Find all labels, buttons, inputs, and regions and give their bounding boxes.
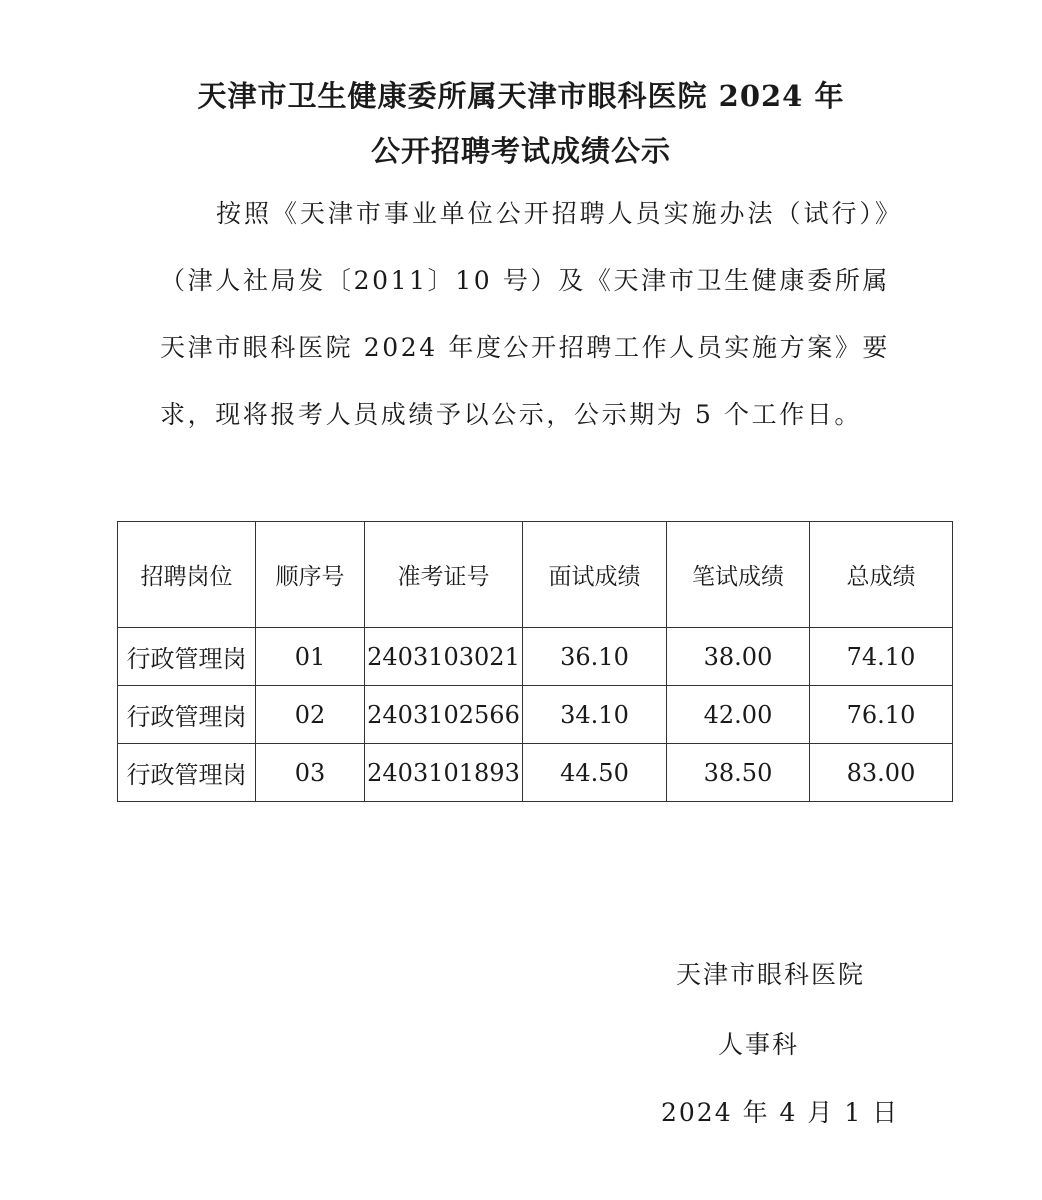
- cell-position: 行政管理岗: [118, 744, 256, 802]
- header-position: 招聘岗位: [118, 522, 256, 628]
- cell-written-score: 38.50: [667, 744, 810, 802]
- cell-interview-score: 36.10: [523, 628, 667, 686]
- cell-total-score: 74.10: [810, 628, 953, 686]
- document-title-line2: 公开招聘考试成绩公示: [370, 134, 671, 168]
- cell-interview-score: 34.10: [523, 686, 667, 744]
- signature-organization: 天津市眼科医院: [676, 960, 866, 989]
- cell-exam-ticket-number: 2403103021: [365, 628, 523, 686]
- cell-exam-ticket-number: 2403101893: [365, 744, 523, 802]
- cell-sequence-number: 01: [256, 628, 365, 686]
- table-row: [118, 744, 953, 802]
- table-row: [118, 686, 953, 744]
- signature-department: 人事科: [718, 1030, 800, 1059]
- cell-written-score: 38.00: [667, 628, 810, 686]
- scores-table: [117, 521, 953, 802]
- announcement-paragraph: 按照《天津市事业单位公开招聘人员实施办法（试行）》（津人社局发〔2011〕10 号）及《天津市卫生健康委所属天津市眼科医院 2024 年度公开招聘工作人员实施方案》要求，现将报考人员成绩予以公示，公示期为 5 个工作日。: [160, 199, 890, 429]
- cell-exam-ticket-number: 2403102566: [365, 686, 523, 744]
- header-written-score: 笔试成绩: [667, 522, 810, 628]
- header-interview-score: 面试成绩: [523, 522, 667, 628]
- table-header-row: [118, 522, 953, 628]
- table-row: [118, 628, 953, 686]
- header-sequence-number: 顺序号: [256, 522, 365, 628]
- header-exam-ticket-number: 准考证号: [365, 522, 523, 628]
- cell-interview-score: 44.50: [523, 744, 667, 802]
- cell-total-score: 83.00: [810, 744, 953, 802]
- signature-date: 2024 年 4 月 1 日: [661, 1098, 900, 1127]
- cell-total-score: 76.10: [810, 686, 953, 744]
- cell-sequence-number: 03: [256, 744, 365, 802]
- cell-position: 行政管理岗: [118, 686, 256, 744]
- cell-sequence-number: 02: [256, 686, 365, 744]
- document-title-line1: 天津市卫生健康委所属天津市眼科医院 2024 年: [197, 79, 845, 113]
- header-total-score: 总成绩: [810, 522, 953, 628]
- cell-position: 行政管理岗: [118, 628, 256, 686]
- cell-written-score: 42.00: [667, 686, 810, 744]
